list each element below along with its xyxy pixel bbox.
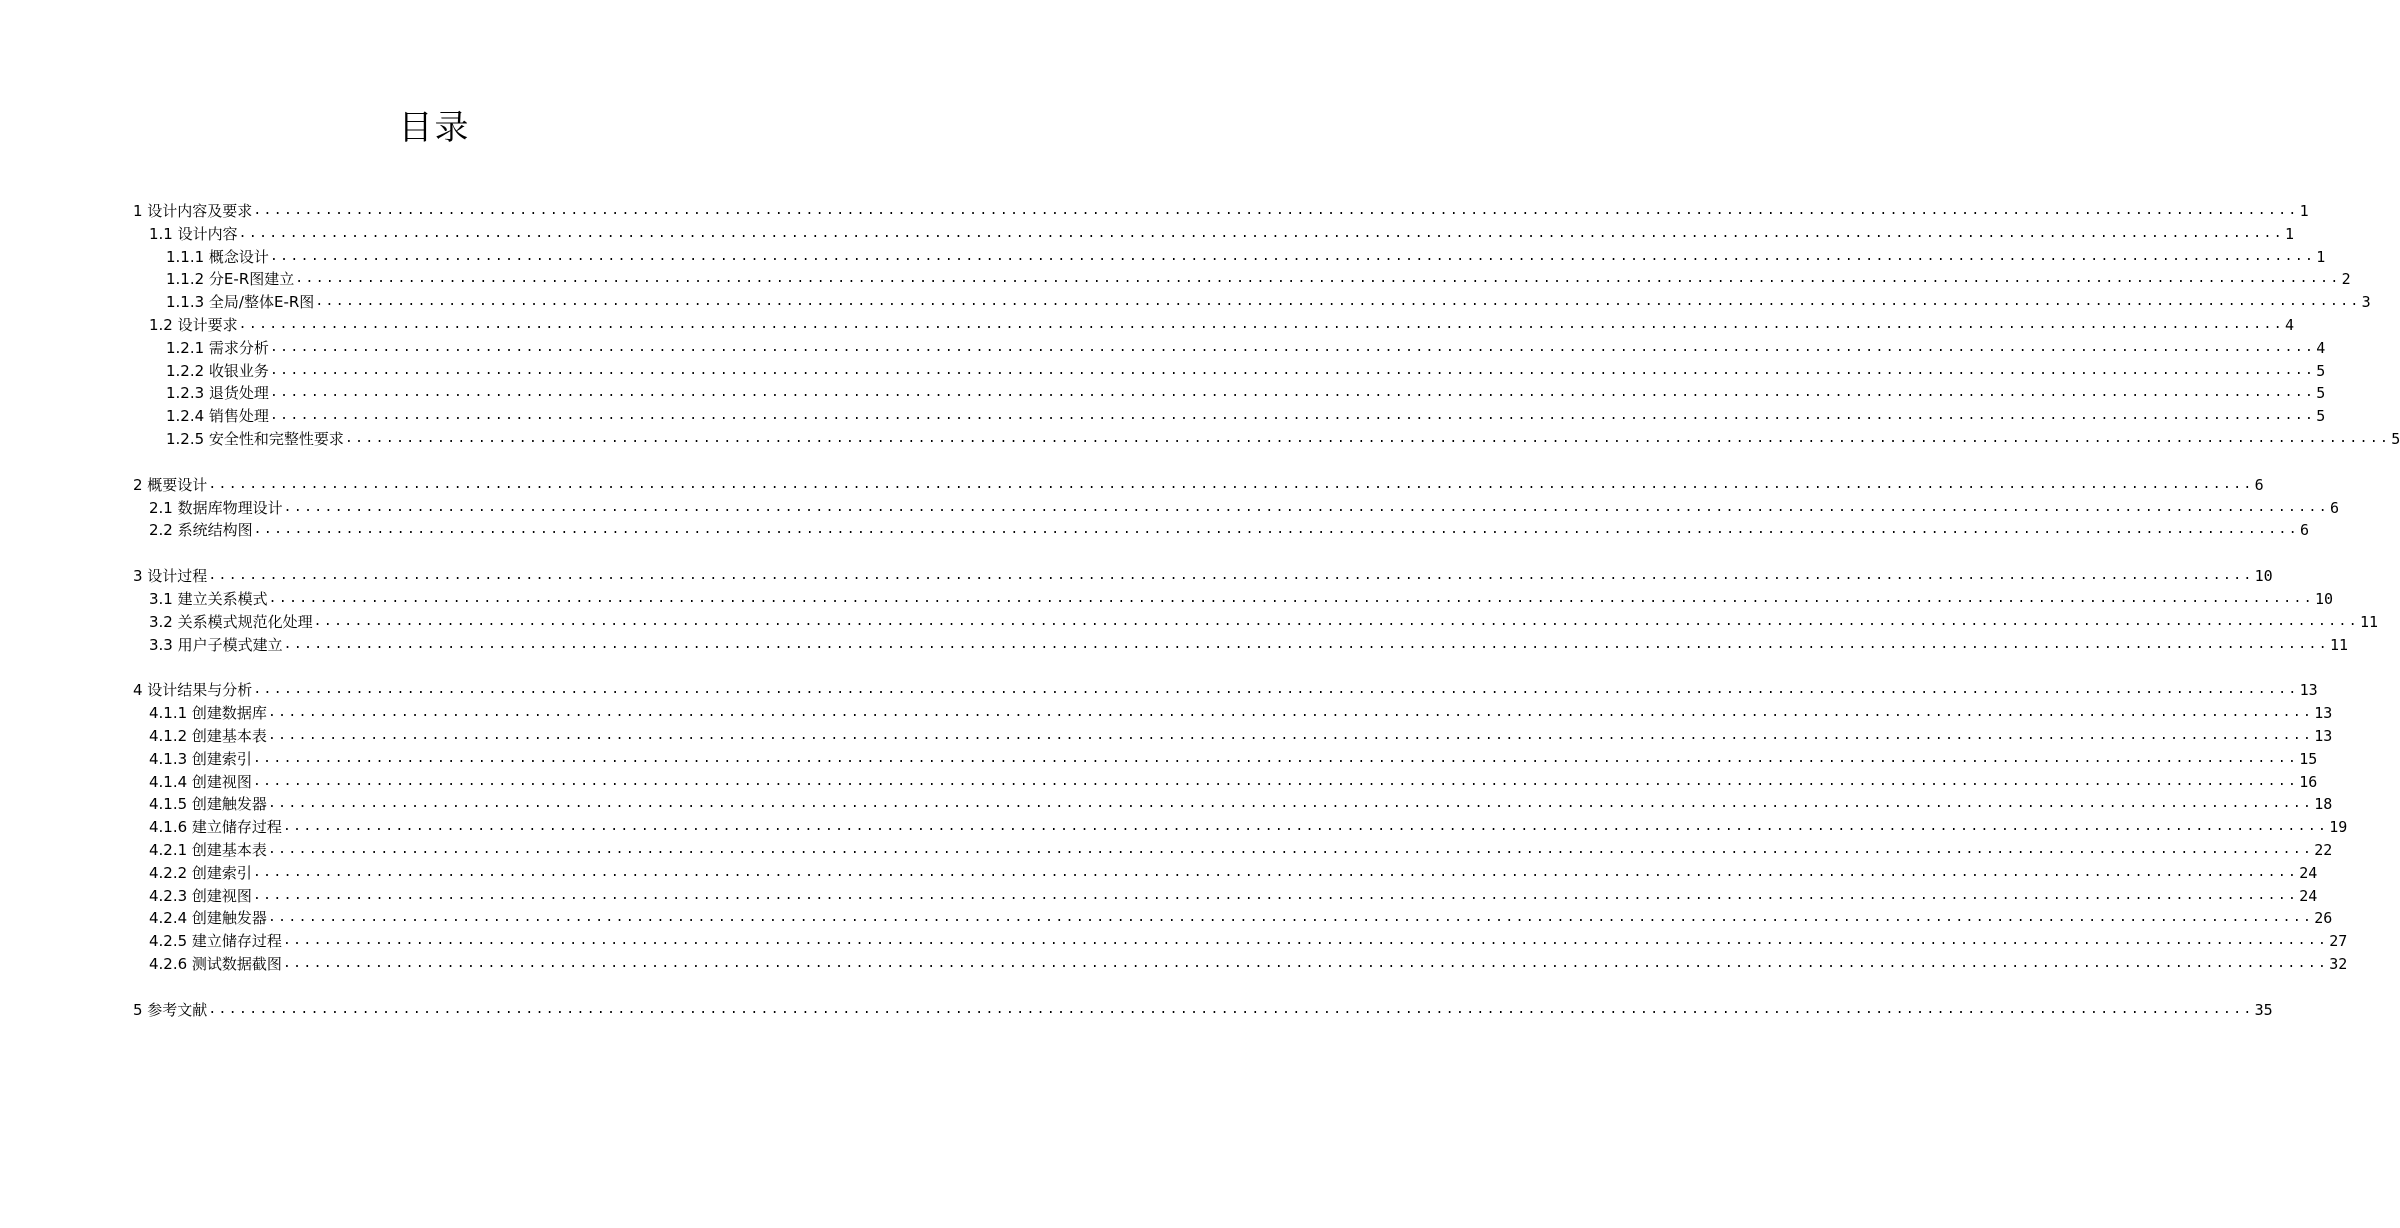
toc-entry-label: 1.1 设计内容 xyxy=(149,225,238,243)
toc-entry[interactable] xyxy=(166,426,2400,448)
toc-dot-leader: ........................................................................................................................................................................................................ xyxy=(282,819,2329,834)
toc-entry-label: 1.2.3 退货处理 xyxy=(166,384,269,402)
toc-page-number: 5 xyxy=(2316,384,2326,402)
toc-page-number: 10 xyxy=(2254,567,2273,585)
toc-dot-leader: ........................................................................................................................................................................................................ xyxy=(269,249,2316,264)
toc-page-number: 2 xyxy=(2341,270,2351,288)
toc-dot-leader: ........................................................................................................................................................................................................ xyxy=(253,682,2299,697)
toc-dot-leader: ........................................................................................................................................................................................................ xyxy=(252,774,2299,789)
toc-dot-leader: ........................................................................................................................................................................................................ xyxy=(252,888,2299,903)
toc-dot-leader: ........................................................................................................................................................................................................ xyxy=(208,477,2254,492)
toc-entry-label: 1.2.5 安全性和完整性要求 xyxy=(166,430,344,448)
toc-page-number: 13 xyxy=(2314,727,2333,745)
toc-entry[interactable] xyxy=(149,746,2318,768)
toc-dot-leader: ........................................................................................................................................................................................................ xyxy=(313,614,2359,629)
toc-entry[interactable] xyxy=(149,791,2333,813)
toc-dot-leader: ........................................................................................................................................................................................................ xyxy=(267,796,2314,811)
toc-dot-leader: ........................................................................................................................................................................................................ xyxy=(282,956,2329,971)
toc-entry-label: 4.1.5 创建触发器 xyxy=(149,795,267,813)
toc-dot-leader: ........................................................................................................................................................................................................ xyxy=(269,385,2316,400)
toc-page-number: 6 xyxy=(2299,521,2309,539)
toc-entry-label: 3.1 建立关系模式 xyxy=(149,590,268,608)
toc-entry[interactable] xyxy=(166,266,2351,288)
toc-entry[interactable] xyxy=(149,609,2379,631)
toc-entry[interactable] xyxy=(166,403,2326,425)
toc-entry[interactable] xyxy=(149,312,2294,334)
toc-page-number: 10 xyxy=(2314,590,2334,608)
toc-page-number: 24 xyxy=(2299,864,2318,882)
toc-entry-label: 2.1 数据库物理设计 xyxy=(149,499,283,517)
toc-entry-label: 4.2.5 建立储存过程 xyxy=(149,932,282,950)
toc-page-number: 6 xyxy=(2329,499,2339,517)
toc-entry[interactable] xyxy=(133,997,2273,1019)
toc-entry-label: 5 参考文献 xyxy=(133,1001,208,1019)
toc-entry-label: 3.2 关系模式规范化处理 xyxy=(149,613,313,631)
toc-dot-leader: ........................................................................................................................................................................................................ xyxy=(238,317,2284,332)
toc-dot-leader: ........................................................................................................................................................................................................ xyxy=(282,933,2329,948)
toc-entry-label: 1.1.3 全局/整体E-R图 xyxy=(166,293,315,311)
toc-dot-leader: ........................................................................................................................................................................................................ xyxy=(269,340,2316,355)
toc-page-number: 11 xyxy=(2329,636,2349,654)
toc-entry[interactable] xyxy=(149,586,2334,608)
toc-entry-label: 4.1.1 创建数据库 xyxy=(149,704,267,722)
toc-entry[interactable] xyxy=(149,495,2339,517)
toc-page-number: 4 xyxy=(2284,316,2294,334)
toc-entry-label: 4.2.2 创建索引 xyxy=(149,864,252,882)
toc-dot-leader: ........................................................................................................................................................................................................ xyxy=(208,1002,2254,1017)
toc-entry-label: 2 概要设计 xyxy=(133,476,208,494)
toc-entry-label: 4.2.4 创建触发器 xyxy=(149,909,267,927)
toc-page-number: 18 xyxy=(2314,795,2333,813)
toc-entry-label: 4 设计结果与分析 xyxy=(133,681,253,699)
toc-entry[interactable] xyxy=(149,860,2318,882)
toc-entry[interactable] xyxy=(149,837,2333,859)
toc-entry[interactable] xyxy=(166,244,2326,266)
toc-page-number: 19 xyxy=(2329,818,2348,836)
toc-dot-leader: ........................................................................................................................................................................................................ xyxy=(252,865,2299,880)
toc-entry[interactable] xyxy=(149,632,2349,654)
toc-dot-leader: ........................................................................................................................................................................................................ xyxy=(238,226,2284,241)
toc-page-number: 13 xyxy=(2299,681,2318,699)
toc-entry[interactable] xyxy=(149,221,2294,243)
toc-entry[interactable] xyxy=(133,472,2264,494)
toc-dot-leader: ........................................................................................................................................................................................................ xyxy=(344,431,2391,446)
toc-page-number: 13 xyxy=(2314,704,2333,722)
toc-page-number: 11 xyxy=(2359,613,2379,631)
toc-entry-label: 4.2.1 创建基本表 xyxy=(149,841,267,859)
toc-entry-label: 1.2.1 需求分析 xyxy=(166,339,269,357)
toc-entry-label: 1.1.1 概念设计 xyxy=(166,248,269,266)
toc-entry[interactable] xyxy=(149,517,2309,539)
toc-page-number: 1 xyxy=(2316,248,2326,266)
toc-page-number: 1 xyxy=(2299,202,2309,220)
toc-entry-label: 1.2 设计要求 xyxy=(149,316,238,334)
toc-dot-leader: ........................................................................................................................................................................................................ xyxy=(253,522,2299,537)
toc-entry[interactable] xyxy=(166,335,2326,357)
toc-page-number: 32 xyxy=(2329,955,2348,973)
toc-dot-leader: ........................................................................................................................................................................................................ xyxy=(252,751,2299,766)
toc-page-number: 5 xyxy=(2316,407,2326,425)
toc-page-number: 4 xyxy=(2316,339,2326,357)
toc-entry-label: 1.2.4 销售处理 xyxy=(166,407,269,425)
toc-entry-label: 4.2.3 创建视图 xyxy=(149,887,252,905)
toc-page-number: 15 xyxy=(2299,750,2318,768)
toc-entry[interactable] xyxy=(133,677,2318,699)
toc-entry-label: 4.1.4 创建视图 xyxy=(149,773,252,791)
page-title: 目录 xyxy=(398,108,471,148)
toc-entry-label: 3.3 用户子模式建立 xyxy=(149,636,283,654)
toc-page-number: 5 xyxy=(2316,362,2326,380)
toc-page-number: 5 xyxy=(2391,430,2400,448)
toc-entry[interactable] xyxy=(149,951,2348,973)
toc-entry[interactable] xyxy=(149,769,2318,791)
toc-entry[interactable] xyxy=(149,883,2318,905)
toc-page-number: 24 xyxy=(2299,887,2318,905)
toc-page-number: 22 xyxy=(2314,841,2333,859)
toc-entry-label: 3 设计过程 xyxy=(133,567,208,585)
toc-entry[interactable] xyxy=(149,700,2333,722)
toc-entry[interactable] xyxy=(166,289,2371,311)
toc-page-number: 35 xyxy=(2254,1001,2273,1019)
toc-dot-leader: ........................................................................................................................................................................................................ xyxy=(315,294,2361,309)
toc-dot-leader: ........................................................................................................................................................................................................ xyxy=(295,271,2341,286)
toc-entry-label: 4.1.2 创建基本表 xyxy=(149,727,267,745)
toc-page-number: 1 xyxy=(2284,225,2294,243)
toc-dot-leader: ........................................................................................................................................................................................................ xyxy=(267,728,2314,743)
toc-entry-label: 1.1.2 分E-R图建立 xyxy=(166,270,295,288)
toc-entry-label: 2.2 系统结构图 xyxy=(149,521,253,539)
toc-dot-leader: ........................................................................................................................................................................................................ xyxy=(269,408,2316,423)
toc-entry[interactable] xyxy=(133,198,2309,220)
toc-entry-label: 4.1.3 创建索引 xyxy=(149,750,252,768)
toc-page-number: 6 xyxy=(2254,476,2264,494)
toc-dot-leader: ........................................................................................................................................................................................................ xyxy=(283,500,2329,515)
toc-entry[interactable] xyxy=(149,814,2348,836)
toc-dot-leader: ........................................................................................................................................................................................................ xyxy=(267,910,2314,925)
toc-page-number: 27 xyxy=(2329,932,2348,950)
toc-entry[interactable] xyxy=(166,380,2326,402)
toc-entry[interactable] xyxy=(149,928,2348,950)
toc-page-number: 16 xyxy=(2299,773,2318,791)
toc-entry[interactable] xyxy=(133,563,2273,585)
toc-entry-label: 4.1.6 建立储存过程 xyxy=(149,818,282,836)
toc-dot-leader: ........................................................................................................................................................................................................ xyxy=(268,591,2314,606)
toc-entry-label: 4.2.6 测试数据截图 xyxy=(149,955,282,973)
toc-dot-leader: ........................................................................................................................................................................................................ xyxy=(267,842,2314,857)
toc-dot-leader: ........................................................................................................................................................................................................ xyxy=(208,568,2254,583)
toc-entry-label: 1.2.2 收银业务 xyxy=(166,362,269,380)
toc-entry[interactable] xyxy=(166,358,2326,380)
toc-entry-label: 1 设计内容及要求 xyxy=(133,202,253,220)
toc-dot-leader: ........................................................................................................................................................................................................ xyxy=(267,705,2314,720)
toc-dot-leader: ........................................................................................................................................................................................................ xyxy=(283,637,2329,652)
toc-entry[interactable] xyxy=(149,723,2333,745)
toc-page-number: 3 xyxy=(2361,293,2371,311)
toc-entry[interactable] xyxy=(149,905,2333,927)
toc-page-number: 26 xyxy=(2314,909,2333,927)
toc-dot-leader: ........................................................................................................................................................................................................ xyxy=(269,363,2316,378)
toc-dot-leader: ........................................................................................................................................................................................................ xyxy=(253,203,2299,218)
